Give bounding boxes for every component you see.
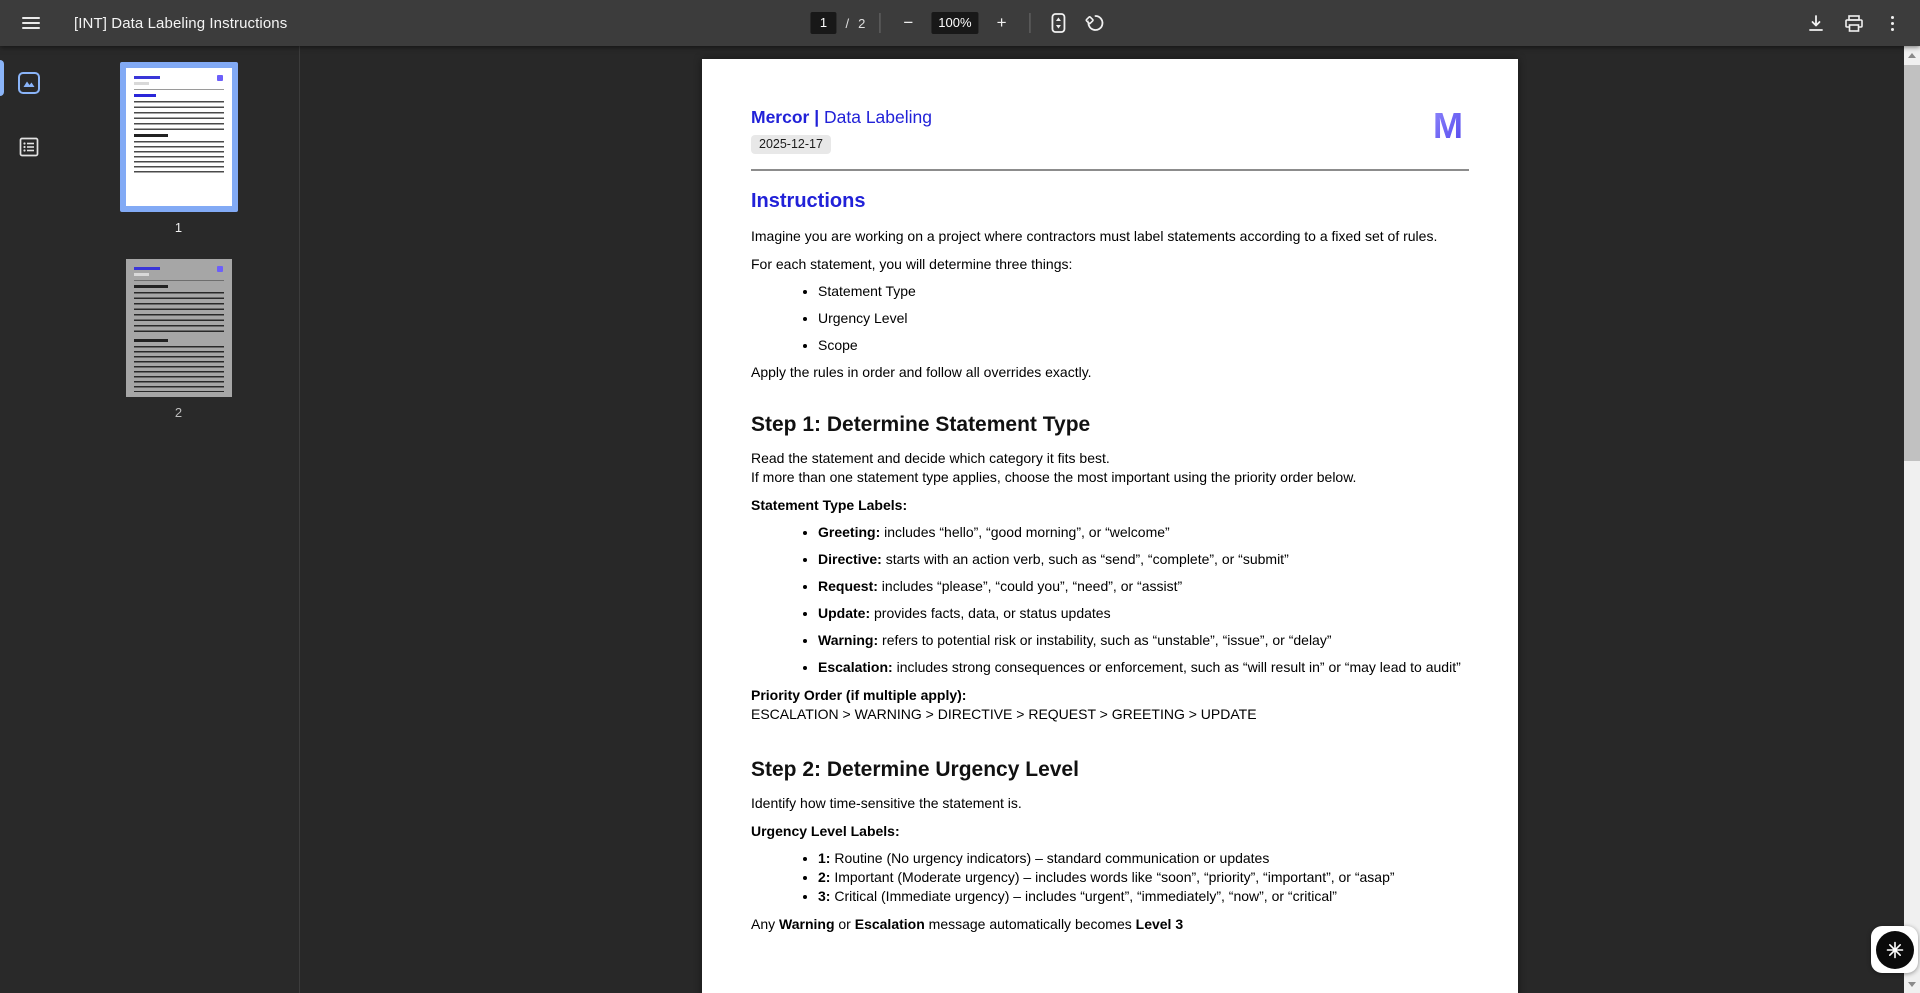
- up-arrow-icon: [1908, 53, 1916, 58]
- print-icon: [1845, 15, 1863, 32]
- step2-heading: Step 2: Determine Urgency Level: [751, 758, 1079, 781]
- toolbar: [0, 0, 1920, 46]
- page-1-preview: [126, 68, 232, 206]
- rotate-button[interactable]: [1082, 9, 1110, 37]
- pdf-page-1: [702, 59, 1518, 993]
- list-item: • 2: Important (Moderate urgency) – includes words like “soon”, “priority”, “important”, or “asap”: [818, 868, 1469, 887]
- sidebar-rail: [0, 46, 58, 993]
- header-divider: [751, 169, 1469, 171]
- toolbar-divider: [1030, 13, 1031, 33]
- step1-heading: Step 1: Determine Statement Type: [751, 413, 1091, 436]
- urgency-note: Any Warning or Escalation message automatically becomes Level 3: [751, 916, 1184, 932]
- vertical-scrollbar[interactable]: [1904, 46, 1920, 993]
- extension-button-background: [1876, 931, 1914, 969]
- page-2-thumbnail-label: 2: [174, 405, 183, 420]
- determine-list: [751, 282, 1469, 355]
- print-button[interactable]: [1840, 9, 1868, 37]
- list-item: • 3: Critical (Immediate urgency) – includes “urgent”, “immediately”, “now”, or “critical”: [818, 887, 1469, 906]
- scrollbar-thumb[interactable]: [1904, 65, 1920, 461]
- step1-paragraph: Read the statement and decide which category it fits best. If more than one statement type applies, choose the most important using the priority order below.: [751, 450, 1357, 485]
- date-badge: 2025-12-17: [751, 135, 831, 154]
- minus-icon: −: [903, 13, 914, 32]
- list-item: • 1: Routine (No urgency indicators) – standard communication or updates: [818, 849, 1469, 868]
- list-item: • Warning: refers to potential risk or instability, such as “unstable”, “issue”, or “delay”: [818, 631, 1469, 650]
- priority-order-block: Priority Order (if multiple apply): ESCALATION > WARNING > DIRECTIVE > REQUEST > GREETING > UPDATE: [751, 687, 1257, 722]
- page-number-input[interactable]: [810, 12, 836, 34]
- plus-icon: +: [996, 13, 1007, 32]
- scroll-down-button[interactable]: [1904, 976, 1920, 992]
- toolbar-center-controls: [810, 0, 1109, 46]
- outline-view-button[interactable]: [14, 132, 44, 162]
- thumbnails-icon: [17, 71, 41, 95]
- download-button[interactable]: [1802, 9, 1830, 37]
- intro-paragraph-1: Imagine you are working on a project where contractors must label statements according to a fixed set of rules.: [751, 228, 1438, 244]
- zoom-level-value[interactable]: 100%: [931, 12, 978, 34]
- statement-type-labels-heading: Statement Type Labels:: [751, 497, 908, 513]
- list-item: • Scope: [818, 336, 1469, 355]
- down-arrow-icon: [1908, 982, 1916, 987]
- list-item: • Statement Type: [818, 282, 1469, 301]
- starburst-icon: [1883, 938, 1907, 962]
- list-item: • Escalation: includes strong consequences or enforcement, such as “will result in” or “may lead to audit”: [818, 658, 1469, 677]
- document-title: [INT] Data Labeling Instructions: [74, 14, 288, 32]
- download-icon: [1808, 15, 1824, 32]
- list-item: • Greeting: includes “hello”, “good morning”, or “welcome”: [818, 523, 1469, 542]
- brand-title: Mercor | Data Labeling: [751, 107, 932, 127]
- statement-type-list: [751, 523, 1469, 677]
- floating-extension-button[interactable]: [1871, 926, 1918, 973]
- document-viewer[interactable]: [300, 46, 1920, 993]
- more-options-button[interactable]: [1878, 9, 1906, 37]
- hamburger-icon: [22, 17, 40, 29]
- toolbar-divider: [879, 13, 880, 33]
- intro-paragraph-3: Apply the rules in order and follow all overrides exactly.: [751, 364, 1092, 380]
- list-item: • Directive: starts with an action verb, such as “send”, “complete”, or “submit”: [818, 550, 1469, 569]
- intro-paragraph-2: For each statement, you will determine three things:: [751, 256, 1073, 272]
- sidebar: [0, 46, 300, 993]
- scroll-up-button[interactable]: [1904, 47, 1920, 63]
- list-item: • Request: includes “please”, “could you”, “need”, or “assist”: [818, 577, 1469, 596]
- zoom-in-button[interactable]: [988, 9, 1016, 37]
- list-item: • Update: provides facts, data, or status updates: [818, 604, 1469, 623]
- page-total: 2: [858, 15, 866, 31]
- page-1-thumbnail-label: 1: [174, 220, 183, 235]
- thumbnail-panel: [58, 46, 299, 993]
- zoom-out-button[interactable]: [894, 9, 922, 37]
- urgency-level-labels-heading: Urgency Level Labels:: [751, 823, 900, 839]
- menu-button[interactable]: [14, 6, 48, 40]
- toolbar-right-controls: [1802, 9, 1906, 37]
- document-header: [751, 107, 1469, 154]
- step2-paragraph: Identify how time-sensitive the statement is.: [751, 795, 1022, 811]
- urgency-level-list: [751, 849, 1469, 906]
- page-2-preview: [126, 259, 232, 397]
- list-item: • Urgency Level: [818, 309, 1469, 328]
- document-outline-icon: [19, 137, 39, 157]
- mercor-logo: [1433, 107, 1469, 145]
- svg-text:M: M: [1433, 107, 1463, 145]
- fit-to-page-button[interactable]: [1045, 9, 1073, 37]
- page-separator: /: [845, 15, 850, 31]
- selected-view-indicator: [0, 60, 4, 96]
- rotate-counterclockwise-icon: [1086, 13, 1106, 33]
- page-1-thumbnail[interactable]: [120, 62, 238, 212]
- fit-page-icon: [1052, 13, 1066, 33]
- page-2-thumbnail[interactable]: [126, 259, 232, 397]
- instructions-heading: Instructions: [751, 190, 866, 212]
- thumbnails-view-button[interactable]: [14, 68, 44, 98]
- kebab-menu-icon: [1891, 16, 1894, 31]
